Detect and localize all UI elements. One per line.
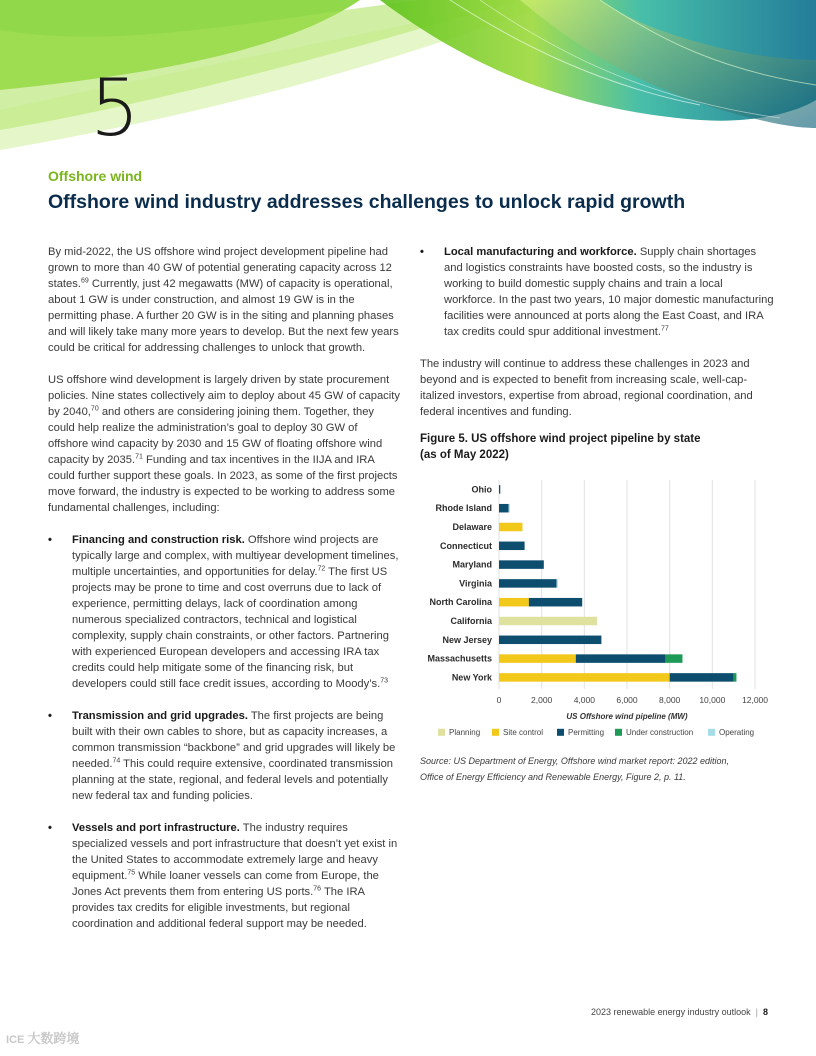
- bar-segment: [665, 654, 682, 663]
- legend-label: Under construction: [626, 727, 694, 737]
- report-name: 2023 renewable energy industry outlook: [591, 1007, 751, 1017]
- outlook-paragraph: The industry will continue to address these challenges in 2023 and beyond and is expected to benefit from increasing scale, well-cap-italized investors, expertise from abroad, regional coordination, and federal incentives and funding.: [420, 358, 753, 418]
- bar-segment: [499, 579, 557, 588]
- legend-label: Permitting: [568, 727, 605, 737]
- category-label: Connecticut: [439, 540, 492, 551]
- bullet-dot: •: [48, 710, 52, 722]
- bar-segment: [576, 654, 666, 663]
- x-tick-label: 12,000: [742, 694, 768, 705]
- watermark: [6, 1028, 79, 1047]
- right-column: [420, 244, 776, 436]
- category-label: Delaware: [452, 522, 492, 532]
- bar-segment: [499, 617, 597, 626]
- bullet-dot: •: [420, 246, 424, 258]
- category-label: Virginia: [459, 578, 492, 589]
- bullet-vessels: • Vessels and port infrastructure. The industry requires specialized vessels and port infrastructure that doesn’t yet exist in the United States to accommodate extremely large and heavy equipment.$^{75}$ While loaner vessels can come from Europe, the Jones Act prevents them from entering US ports.$^{76}$ The IRA provides tax credits for eligible investments, but regional coordination and additional federal support may be needed.: [48, 822, 398, 930]
- intro-paragraph: By mid-2022, the US offshore wind project development pipeline had grown to more than 40 GW of potential generating capacity across 12 states.$^{69}$ Currently, just 42 megawatts (MW) of capacity is operational, about 1 GW is under construction, and almost 19 GW is in the permitting phase. A further 20 GW is in the siting and planning phases and will likely take many more years to develop. But the next few years could be critical for addressing challenges to unlock that growth.: [48, 246, 399, 354]
- watermark-text: 大数跨境: [27, 1031, 80, 1046]
- x-tick-label: 0: [496, 694, 502, 705]
- watermark-icon: ICE: [6, 1034, 25, 1046]
- page-number: 8: [762, 1007, 768, 1017]
- bullet-manufacturing: • Local manufacturing and workforce. Supply chain shortages and logistics constraints have boosted costs, so the industry is working to build domestic supply chains and train a local workforce. In the past two years, 10 major domestic manufacturing facilities were announced at ports along the East Coast, and IRA tax credits could spur additional investment.$^{77}$: [420, 246, 774, 338]
- category-label: North Carolina: [429, 597, 492, 608]
- category-label: Ohio: [471, 484, 492, 495]
- legend-swatch: [438, 729, 445, 736]
- bar-segment: [529, 598, 582, 607]
- bullet-financing: • Financing and construction risk. Offshore wind projects are typically large and complex, with multiyear development timelines, multiple uncertainties, and opportunities for delay.$^{72}$ The first US projects may be prone to time and cost overruns due to lack of experience, permitting delays, lack of coordination among numerous specialized contractors, technical and logistical complexity, supply chain constraints, or other factors. Partnering with experienced European developers and accessing IRA tax credits could help mitigate some of the financing risk, but developers could still face credit issues, according to Moody’s.$^{73}$: [48, 534, 399, 690]
- bar-segment: [499, 654, 576, 663]
- category-label: Maryland: [452, 559, 492, 570]
- bar-segment: [499, 485, 500, 494]
- bar-segment: [499, 523, 522, 532]
- bar-segment: [499, 504, 509, 513]
- legend-label: Site control: [503, 727, 544, 737]
- legend-swatch: [708, 729, 715, 736]
- legend-swatch: [492, 729, 499, 736]
- x-tick-label: 6,000: [616, 694, 638, 705]
- left-column: [48, 244, 400, 948]
- x-tick-label: 8,000: [659, 694, 681, 705]
- bar-segment: [499, 542, 525, 551]
- bar-segment: [557, 579, 558, 588]
- category-label: New York: [451, 672, 492, 683]
- legend-label: Planning: [449, 727, 481, 737]
- bullet-dot: •: [48, 822, 52, 834]
- bar-segment: [670, 673, 734, 682]
- bar-segment: [499, 598, 529, 607]
- figure-title: Figure 5. US offshore wind project pipeline by state (as of May 2022): [420, 433, 701, 461]
- page-title: Offshore wind industry addresses challenges to unlock rapid growth: [48, 191, 686, 213]
- legend-swatch: [557, 729, 564, 736]
- category-label: Rhode Island: [435, 503, 492, 514]
- x-tick-label: 4,000: [573, 694, 595, 705]
- x-tick-label: 10,000: [699, 694, 726, 705]
- category-label: California: [450, 616, 492, 626]
- category-label: Massachusetts: [427, 653, 492, 664]
- bar-segment: [499, 673, 670, 682]
- policy-paragraph: US offshore wind development is largely driven by state procurement policies. Nine states collectively aim to deploy about 45 GW of capacity by 2040,70 and others are considering joining them. Together, they could help realize the administration’s goal to deploy 30 GW of offshore wind capacity by 2030 and 15 GW of floating offshore wind capacity by 2035.71 Funding and tax incentives in the IIJA and IRA could further support these goals. In 2023, as some of the first projects move forward, the industry is expected to be working to address some fundamental challenges, including:: [48, 374, 400, 514]
- section-eyebrow: Offshore wind: [48, 168, 143, 184]
- x-axis-label: US Offshore wind pipeline (MW): [566, 711, 688, 721]
- legend-swatch: [615, 729, 622, 736]
- figure-source: Source: US Department of Energy, Offshore wind market report: 2022 edition, Office of Energy Efficiency and Renewable Energy, Figure 2, p. 11.: [420, 756, 729, 782]
- x-tick-label: 2,000: [531, 694, 553, 705]
- chapter-number: 5: [90, 64, 140, 154]
- bullet-dot: •: [48, 534, 52, 546]
- bar-segment: [499, 636, 601, 645]
- category-label: New Jersey: [442, 634, 492, 645]
- bar-segment: [509, 504, 510, 513]
- bullet-transmission: • Transmission and grid upgrades. The first projects are being built with their own cables to shore, but as capacity increases, a common transmission “backbone” and grid upgrades will likely be needed.$^{74}$ This could require extensive, coordinated transmission planning at the state, regional, and federal levels and potentially new federal tax and funding policies.: [48, 710, 396, 802]
- page-footer: [591, 1007, 768, 1017]
- bar-segment: [734, 673, 737, 682]
- legend-label: Operating: [719, 727, 755, 737]
- footer-separator: |: [755, 1007, 758, 1017]
- bar-segment: [499, 560, 544, 569]
- pipeline-chart: [420, 474, 776, 746]
